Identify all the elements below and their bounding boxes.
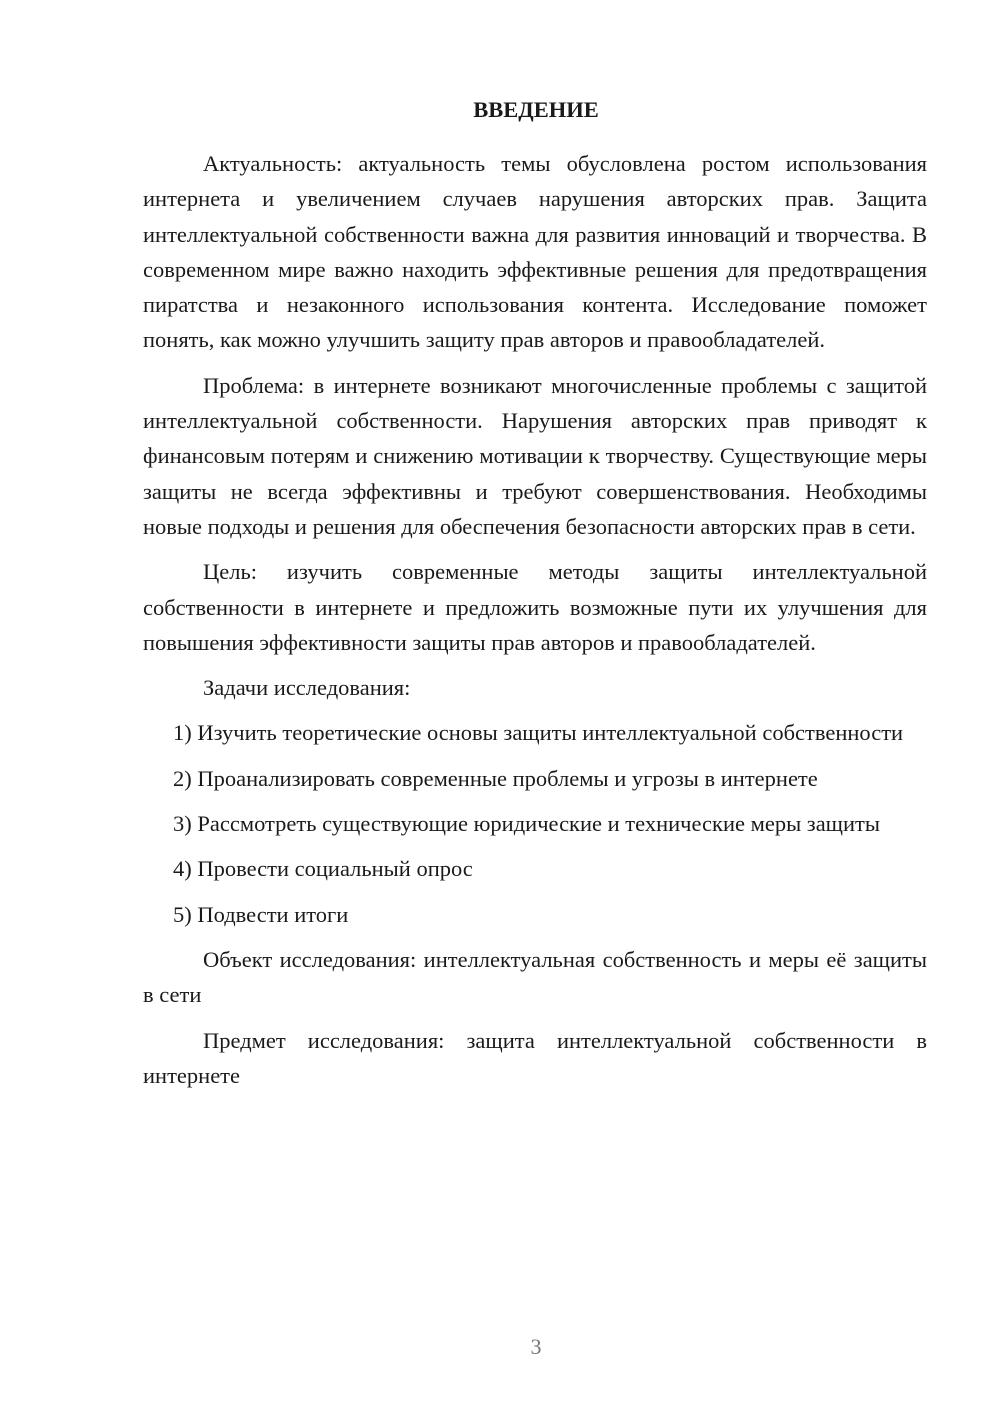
paragraph-goal: Цель: изучить современные методы защиты интеллектуальной собственности в интернете и предложить возможные пути их улучшения для повышения эффективности защиты прав авторов и правообладателей.	[143, 559, 927, 655]
tasks-list	[143, 715, 927, 931]
list-item: 1) Изучить теоретические основы защиты интеллектуальной собственности	[173, 720, 904, 746]
paragraph-relevance: Актуальность: актуальность темы обусловлена ростом использования интернета и увеличением случаев нарушения авторских прав. Защита интеллектуальной собственности важна для развития инноваций и творчества. В современном мире важно находить эффективные решения для предотвращения пиратства и незаконного использования контента. Исследование поможет понять, как можно улучшить защиту прав авторов и правообладателей.	[143, 151, 927, 353]
list-item: 3) Рассмотреть существующие юридические и технические меры защиты	[173, 811, 881, 837]
paragraph-problem: Проблема: в интернете возникают многочисленные проблемы с защитой интеллектуальной собственности. Нарушения авторских прав приводят к финансовым потерям и снижению мотивации к творчеству. Существующие меры защиты не всегда эффективны и требуют совершенствования. Необходимы новые подходы и решения для обеспечения безопасности авторских прав в сети.	[143, 372, 927, 539]
list-item: 5) Подвести итоги	[173, 901, 349, 927]
paragraph-object: Объект исследования: интеллектуальная собственность и меры её защиты в сети	[143, 946, 927, 1008]
page-number: 3	[530, 1334, 542, 1359]
page-content	[143, 94, 927, 1093]
section-heading: ВВЕДЕНИЕ	[473, 97, 599, 122]
paragraph-subject: Предмет исследования: защита интеллектуальной собственности в интернете	[143, 1027, 927, 1088]
list-item: 4) Провести социальный опрос	[173, 856, 473, 882]
list-item: 2) Проанализировать современные проблемы и угрозы в интернете	[173, 765, 818, 791]
tasks-intro: Задачи исследования:	[203, 675, 411, 701]
